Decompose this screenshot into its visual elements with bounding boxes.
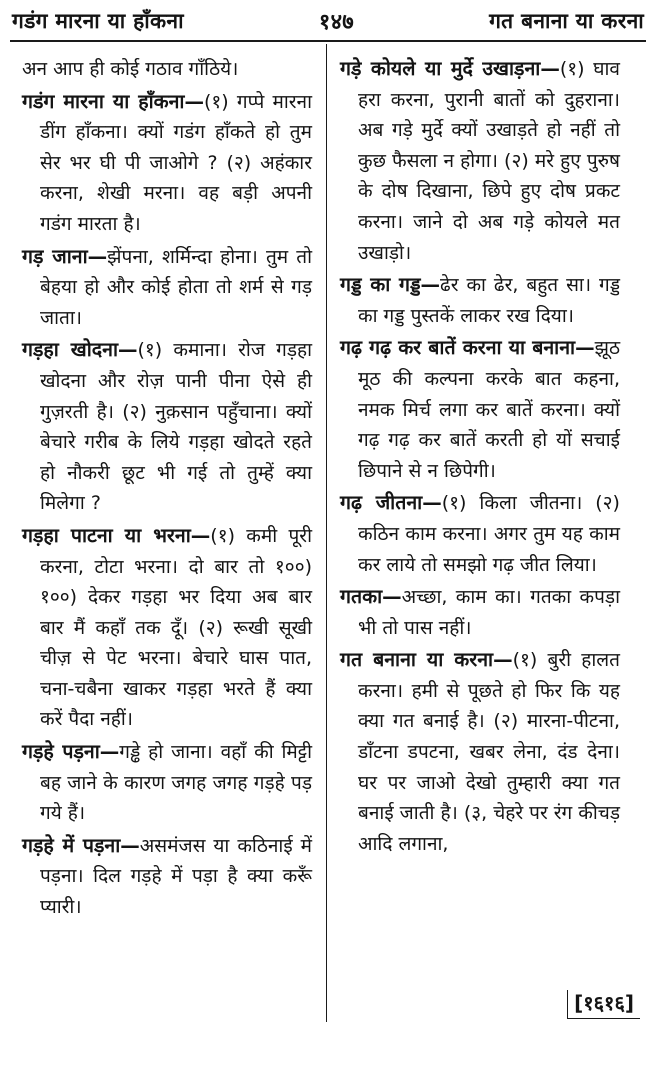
running-header [12, 4, 644, 38]
left-column [22, 54, 312, 925]
header-right-title: गत बनाना या करना [489, 9, 644, 33]
entry-text: ढेर का ढेर, बहुत सा। गड्ड का गड्ड पुस्तकें लाकर रख दिया। [358, 274, 621, 327]
signature-mark: [१६१६] [567, 990, 640, 1019]
dictionary-entry [22, 521, 312, 735]
dictionary-entry [340, 54, 620, 268]
dictionary-entry [22, 87, 312, 240]
dictionary-entry [340, 645, 620, 859]
dictionary-entry [22, 335, 312, 519]
entry-headword: गड़हे पड़ना— [22, 740, 120, 764]
entry-text: असमंजस या कठिनाई में पड़ना। दिल गड़हे में पड़ा है क्या करूँ प्यारी। [40, 834, 313, 919]
entry-headword: गड़ जाना— [22, 244, 108, 268]
entry-text: (१) कमाना। रोज गड़हा खोदना और रोज़ पानी पीना ऐसे ही गुज़रती है। (२) नुक़सान पहुँचाना। क्यों बेचारे गरीब के लिये गड़हा खोदते रहते हो नौकरी छूट भी गई तो तुम्हें क्या मिलेगा ? [40, 339, 312, 515]
dictionary-entry [340, 582, 620, 643]
right-column [340, 54, 620, 861]
entry-text: (१) बुरी हालत करना। हमी से पूछते हो फिर कि यह क्या गत बनाई है। (२) मारना-पीटना, डाँटना डपटना, खबर लेना, दंड देना। घर पर जाओ देखो तुम्हारी क्या गत बनाई जाती है। (३, चेहरे पर रंग कीचड़ आदि लगाना, [358, 649, 621, 855]
entry-headword: गढ़ जीतना— [340, 491, 442, 515]
header-left-title: गडंग मारना या हाँकना [12, 9, 184, 33]
entry-text: (१) घाव हरा करना, पुरानी बातों को दुहराना। अब गड़े मुर्दे क्यों उखाड़ते हो नहीं तो कुछ फैसला न होगा। (२) मरे हुए पुरुष के दोष दिखाना, छिपे हुए दोष प्रकट करना। जाने दो अब गड़े कोयले मत उखाड़ो। [358, 58, 620, 264]
entry-headword: गड़हे में पड़ना— [22, 833, 140, 857]
entry-text: अन आप ही कोई गठाव गाँठिये। [22, 58, 239, 80]
entry-headword: गड़हा खोदना— [22, 338, 138, 362]
entry-text: अच्छा, काम का। गतका कपड़ा भी तो पास नहीं। [358, 586, 620, 639]
entry-headword: गडंग मारना या हाँकना— [22, 89, 204, 113]
dictionary-entry [340, 333, 620, 486]
dictionary-entry [22, 831, 312, 923]
entry-text: झेंपना, शर्मिन्दा होना। तुम तो बेहया हो और कोई होता तो शर्म से गड़ जाता। [40, 245, 312, 329]
header-rule [10, 40, 646, 42]
entry-text: (१) गप्पे मारना डींग हाँकना। क्यों गडंग हाँकते हो तुम सेर भर घी पी जाओगे ? (२) अहंकार करना, शेखी मरना। वह बड़ी अपनी गडंग मारता है। [40, 90, 312, 235]
entry-text: (१) कमी पूरी करना, टोटा भरना। दो बार तो १००) १००) देकर गड़हा भर दिया अब बार बार मैं कहाँ तक दूँ। (२) रूखी सूखी चीज़ से पेट भरना। बेचारे घास पात, चना-चबैना खाकर गड़हा भरते हैं क्या करें पैदा नहीं। [40, 524, 312, 731]
entry-headword: गड़े कोयले या मुर्दे उखाड़ना— [340, 57, 560, 80]
entry-headword: गढ़ गढ़ कर बातें करना या बनाना— [340, 336, 595, 360]
entry-headword: गत बनाना या करना— [340, 648, 513, 672]
entry-text: झूठ मूठ की कल्पना करके बात कहना, नमक मिर्च लगा कर बातें करना। क्यों गढ़ गढ़ कर बातें करती हो यों सचाई छिपाने से न छिपेगी। [358, 337, 620, 482]
dictionary-entry [22, 242, 312, 334]
dictionary-entry [340, 488, 620, 580]
column-divider [326, 44, 327, 1022]
entry-headword: गड्ड का गड्ड— [340, 273, 441, 297]
dictionary-entry [22, 737, 312, 829]
dictionary-entry [22, 54, 312, 85]
entry-headword: गतका— [340, 585, 402, 609]
page-number: १४७ [318, 10, 355, 35]
entry-headword: गड़हा पाटना या भरना— [22, 523, 211, 547]
dictionary-entry [340, 270, 620, 331]
entry-text: (१) किला जीतना। (२) कठिन काम करना। अगर तुम यह काम कर लाये तो समझो गढ़ जीत लिया। [358, 492, 620, 576]
entry-text: गड्ढे हो जाना। वहाँ की मिट्टी बह जाने के कारण जगह जगह गड़हे पड़ गये हैं। [40, 741, 312, 825]
